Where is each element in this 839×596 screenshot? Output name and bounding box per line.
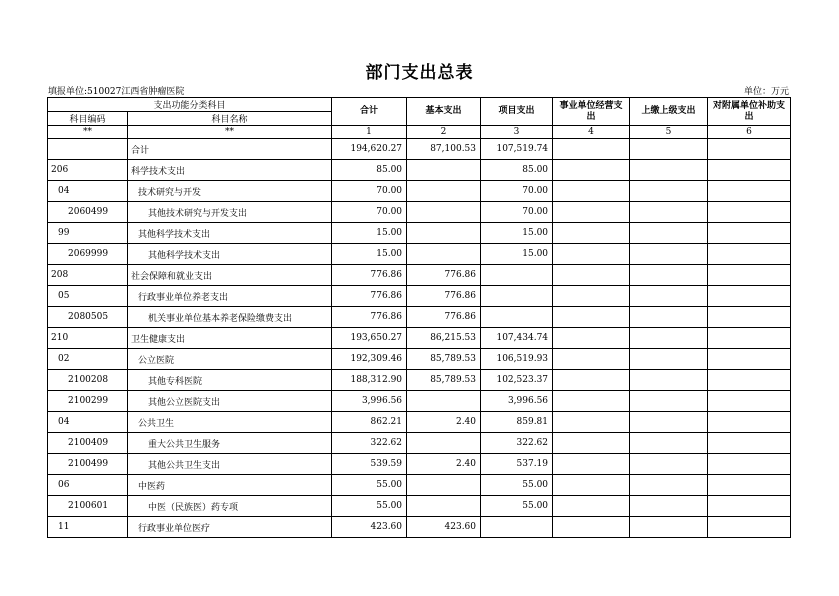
table-row (48, 202, 791, 223)
cell-business (553, 391, 630, 412)
cell-subsidy (708, 223, 791, 244)
index-cell: 3 (481, 126, 553, 139)
cell-total: 192,309.46 (332, 349, 407, 370)
cell-basic (407, 202, 481, 223)
header-name: 科目名称 (128, 112, 332, 126)
cell-subsidy (708, 160, 791, 181)
cell-project: 537.19 (481, 454, 553, 475)
cell-total: 322.62 (332, 433, 407, 454)
cell-upper (630, 223, 708, 244)
table-row (48, 454, 791, 475)
cell-project: 102,523.37 (481, 370, 553, 391)
cell-project: 85.00 (481, 160, 553, 181)
index-cell: 2 (407, 126, 481, 139)
cell-code: 11 (48, 517, 128, 538)
cell-code: 2100601 (48, 496, 128, 517)
cell-basic (407, 244, 481, 265)
cell-basic (407, 223, 481, 244)
cell-code: 2060499 (48, 202, 128, 223)
table-row (48, 181, 791, 202)
index-cell: 5 (630, 126, 708, 139)
cell-name: 其他公立医院支出 (128, 391, 332, 412)
cell-basic: 2.40 (407, 454, 481, 475)
cell-business (553, 517, 630, 538)
header-subsidy: 对附属单位补助支出 (708, 98, 791, 126)
cell-code: 06 (48, 475, 128, 496)
cell-project: 55.00 (481, 475, 553, 496)
cell-subsidy (708, 286, 791, 307)
cell-upper (630, 433, 708, 454)
cell-project (481, 286, 553, 307)
cell-basic: 85,789.53 (407, 370, 481, 391)
reporting-unit: 填报单位:510027江西省肿瘤医院 (48, 87, 185, 97)
cell-business (553, 160, 630, 181)
cell-code: 210 (48, 328, 128, 349)
table-row (48, 223, 791, 244)
cell-subsidy (708, 139, 791, 160)
cell-project: 70.00 (481, 202, 553, 223)
cell-business (553, 328, 630, 349)
cell-business (553, 202, 630, 223)
cell-basic: 423.60 (407, 517, 481, 538)
cell-upper (630, 370, 708, 391)
cell-basic: 2.40 (407, 412, 481, 433)
cell-business (553, 307, 630, 328)
cell-project: 322.62 (481, 433, 553, 454)
cell-project: 106,519.93 (481, 349, 553, 370)
header-upper: 上缴上级支出 (630, 98, 708, 126)
cell-subsidy (708, 265, 791, 286)
cell-subsidy (708, 433, 791, 454)
table-row (48, 475, 791, 496)
cell-code: 2100499 (48, 454, 128, 475)
table-row (48, 496, 791, 517)
table-row (48, 433, 791, 454)
cell-basic (407, 433, 481, 454)
cell-name: 重大公共卫生服务 (128, 433, 332, 454)
cell-business (553, 433, 630, 454)
cell-upper (630, 328, 708, 349)
cell-total: 3,996.56 (332, 391, 407, 412)
cell-upper (630, 349, 708, 370)
cell-project: 107,434.74 (481, 328, 553, 349)
index-cell: 4 (553, 126, 630, 139)
cell-code: 2080505 (48, 307, 128, 328)
cell-upper (630, 181, 708, 202)
cell-subsidy (708, 328, 791, 349)
cell-upper (630, 139, 708, 160)
expenditure-table (47, 97, 791, 538)
cell-project (481, 307, 553, 328)
cell-code: 04 (48, 412, 128, 433)
cell-code: 2100409 (48, 433, 128, 454)
cell-name: 社会保障和就业支出 (128, 265, 332, 286)
cell-subsidy (708, 391, 791, 412)
cell-code: 02 (48, 349, 128, 370)
cell-upper (630, 244, 708, 265)
cell-project (481, 517, 553, 538)
cell-total: 70.00 (332, 181, 407, 202)
cell-total: 423.60 (332, 517, 407, 538)
table-row (48, 370, 791, 391)
cell-basic: 776.86 (407, 307, 481, 328)
cell-code: 2100208 (48, 370, 128, 391)
cell-code: 04 (48, 181, 128, 202)
cell-name: 合计 (128, 139, 332, 160)
cell-business (553, 454, 630, 475)
table-row (48, 307, 791, 328)
cell-upper (630, 265, 708, 286)
cell-subsidy (708, 370, 791, 391)
cell-upper (630, 475, 708, 496)
header-code: 科目编码 (48, 112, 128, 126)
table-row (48, 160, 791, 181)
cell-business (553, 286, 630, 307)
header-category-group: 支出功能分类科目 (48, 98, 332, 112)
cell-subsidy (708, 496, 791, 517)
cell-code (48, 139, 128, 160)
index-cell: ** (48, 126, 128, 139)
cell-business (553, 265, 630, 286)
cell-business (553, 370, 630, 391)
header-total: 合计 (332, 98, 407, 126)
index-cell: 6 (708, 126, 791, 139)
cell-code: 99 (48, 223, 128, 244)
cell-total: 55.00 (332, 475, 407, 496)
cell-business (553, 412, 630, 433)
cell-project: 3,996.56 (481, 391, 553, 412)
table-row (48, 412, 791, 433)
cell-basic: 776.86 (407, 265, 481, 286)
cell-basic: 776.86 (407, 286, 481, 307)
index-cell: 1 (332, 126, 407, 139)
cell-name: 行政事业单位医疗 (128, 517, 332, 538)
cell-code: 206 (48, 160, 128, 181)
cell-name: 技术研究与开发 (128, 181, 332, 202)
cell-total: 776.86 (332, 307, 407, 328)
table-row (48, 391, 791, 412)
cell-subsidy (708, 475, 791, 496)
cell-subsidy (708, 454, 791, 475)
cell-subsidy (708, 307, 791, 328)
cell-project: 15.00 (481, 244, 553, 265)
cell-upper (630, 454, 708, 475)
cell-total: 776.86 (332, 286, 407, 307)
cell-total: 193,650.27 (332, 328, 407, 349)
cell-code: 05 (48, 286, 128, 307)
cell-basic: 85,789.53 (407, 349, 481, 370)
cell-name: 公立医院 (128, 349, 332, 370)
cell-basic (407, 475, 481, 496)
table-row (48, 286, 791, 307)
cell-total: 15.00 (332, 244, 407, 265)
header-project: 项目支出 (481, 98, 553, 126)
cell-total: 55.00 (332, 496, 407, 517)
cell-total: 776.86 (332, 265, 407, 286)
cell-name: 科学技术支出 (128, 160, 332, 181)
table-row (48, 349, 791, 370)
cell-basic (407, 391, 481, 412)
cell-project: 859.81 (481, 412, 553, 433)
cell-upper (630, 202, 708, 223)
table-row (48, 244, 791, 265)
cell-project: 70.00 (481, 181, 553, 202)
cell-name: 卫生健康支出 (128, 328, 332, 349)
cell-total: 15.00 (332, 223, 407, 244)
header-business: 事业单位经营支出 (553, 98, 630, 126)
cell-subsidy (708, 412, 791, 433)
page-title: 部门支出总表 (365, 63, 474, 83)
table-row (48, 139, 791, 160)
cell-basic: 86,215.53 (407, 328, 481, 349)
cell-business (553, 349, 630, 370)
cell-name: 公共卫生 (128, 412, 332, 433)
cell-code: 2100299 (48, 391, 128, 412)
cell-basic: 87,100.53 (407, 139, 481, 160)
cell-basic (407, 496, 481, 517)
index-cell: ** (128, 126, 332, 139)
cell-total: 194,620.27 (332, 139, 407, 160)
cell-name: 机关事业单位基本养老保险缴费支出 (128, 307, 332, 328)
cell-total: 85.00 (332, 160, 407, 181)
cell-upper (630, 391, 708, 412)
cell-basic (407, 181, 481, 202)
cell-name: 其他公共卫生支出 (128, 454, 332, 475)
cell-project: 15.00 (481, 223, 553, 244)
cell-total: 862.21 (332, 412, 407, 433)
currency-unit: 单位：万元 (743, 87, 789, 97)
cell-project: 55.00 (481, 496, 553, 517)
cell-name: 其他技术研究与开发支出 (128, 202, 332, 223)
cell-name: 中医药 (128, 475, 332, 496)
cell-code: 208 (48, 265, 128, 286)
cell-name: 其他科学技术支出 (128, 223, 332, 244)
cell-total: 188,312.90 (332, 370, 407, 391)
cell-name: 其他专科医院 (128, 370, 332, 391)
cell-business (553, 244, 630, 265)
cell-name: 其他科学技术支出 (128, 244, 332, 265)
cell-subsidy (708, 349, 791, 370)
cell-code: 2069999 (48, 244, 128, 265)
cell-business (553, 139, 630, 160)
cell-project (481, 265, 553, 286)
cell-business (553, 223, 630, 244)
table-row (48, 265, 791, 286)
cell-subsidy (708, 202, 791, 223)
cell-basic (407, 160, 481, 181)
header-basic: 基本支出 (407, 98, 481, 126)
cell-name: 中医（民族医）药专项 (128, 496, 332, 517)
cell-upper (630, 307, 708, 328)
cell-subsidy (708, 517, 791, 538)
cell-total: 539.59 (332, 454, 407, 475)
cell-business (553, 496, 630, 517)
cell-upper (630, 286, 708, 307)
cell-upper (630, 517, 708, 538)
cell-name: 行政事业单位养老支出 (128, 286, 332, 307)
cell-upper (630, 412, 708, 433)
cell-subsidy (708, 244, 791, 265)
cell-upper (630, 160, 708, 181)
table-row (48, 517, 791, 538)
table-row (48, 328, 791, 349)
cell-business (553, 475, 630, 496)
cell-subsidy (708, 181, 791, 202)
cell-project: 107,519.74 (481, 139, 553, 160)
cell-total: 70.00 (332, 202, 407, 223)
cell-upper (630, 496, 708, 517)
cell-business (553, 181, 630, 202)
